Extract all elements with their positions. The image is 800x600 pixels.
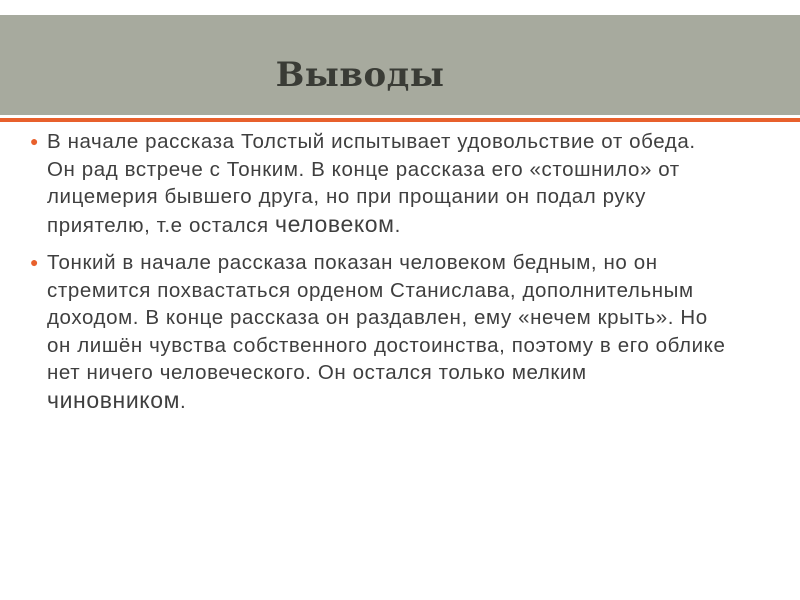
bullet-emphasis: чиновником bbox=[47, 386, 181, 413]
bullet-end: . bbox=[394, 213, 401, 237]
accent-divider bbox=[0, 118, 800, 122]
bullet-text: В начале рассказа Толстый испытывает удовольствие от обеда. Он рад встрече с Тонким. В конце рассказа его «стошнило» от лицемерия бывшего друга, но при прощании он подал руку приятелю, т.е остался bbox=[47, 130, 696, 237]
bullet-icon: ● bbox=[30, 133, 40, 149]
bullet-emphasis: человеком bbox=[275, 210, 395, 237]
bullet-text: Тонкий в начале рассказа показан человеком бедным, но он стремится похвастаться орденом Станислава, дополнительным доходом. В конце рассказа он раздавлен, ему «нечем крыть». Но он лишён чувства собственного достоинства, поэтому в его облике нет ничего человеческого. Он остался только мелким bbox=[47, 251, 726, 384]
bullet-end: . bbox=[180, 389, 187, 413]
bullet-item bbox=[30, 249, 730, 415]
slide-title: Выводы bbox=[275, 55, 445, 95]
slide-body bbox=[30, 128, 730, 425]
bullet-item bbox=[30, 128, 730, 239]
bullet-icon: ● bbox=[30, 254, 40, 270]
